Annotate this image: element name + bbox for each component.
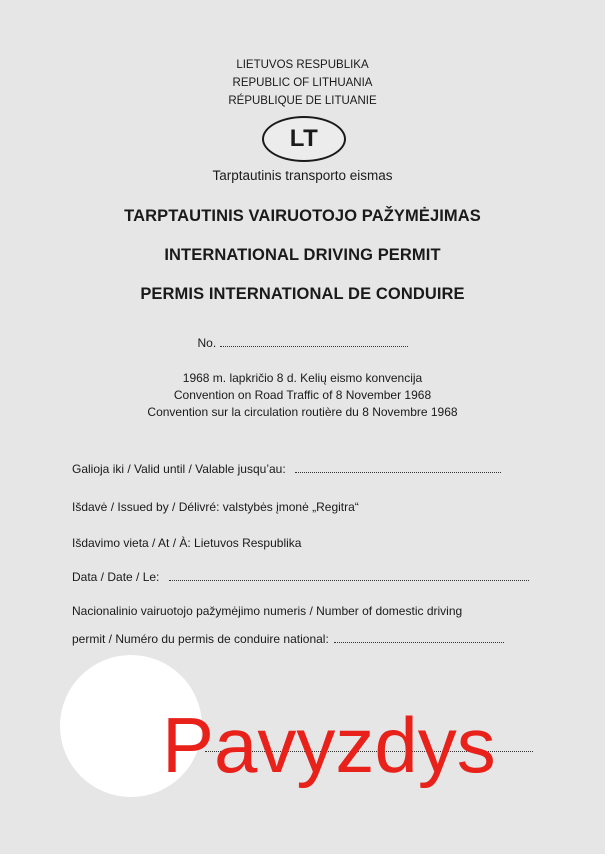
domestic-number-line1: Nacionalinio vairuotojo pažymėjimo numeris / Number of domestic driving: [72, 604, 463, 618]
country-name-fr: RÉPUBLIQUE DE LITUANIE: [228, 95, 377, 107]
issue-place-label: Išdavimo vieta / At / À: Lietuvos Respublika: [72, 536, 302, 550]
issued-by-row: [72, 500, 359, 514]
domestic-number-row: [72, 632, 504, 646]
domestic-number-label: permit / Numéro du permis de conduire national:: [72, 632, 329, 646]
country-name-lt: LIETUVOS RESPUBLIKA: [236, 59, 369, 71]
country-code: LT: [289, 125, 319, 152]
title-lt: TARPTAUTINIS VAIRUOTOJO PAŽYMĖJIMAS: [124, 207, 481, 225]
title-fr: PERMIS INTERNATIONAL DE CONDUIRE: [140, 285, 465, 303]
sample-watermark: Pavyzdys: [162, 701, 496, 789]
domestic-number-blank: [334, 632, 504, 643]
date-blank: [169, 570, 529, 581]
issue-place-row: [72, 536, 301, 550]
date-label: Data / Date / Le:: [72, 570, 160, 584]
permit-number-label: No.: [197, 336, 217, 350]
convention-en: Convention on Road Traffic of 8 November 1968: [173, 388, 432, 402]
title-en: INTERNATIONAL DRIVING PERMIT: [164, 246, 441, 264]
date-row: [72, 570, 529, 584]
permit-number-blank: [220, 336, 408, 347]
country-code-oval: [262, 116, 346, 162]
issued-by-label: Išdavė / Issued by / Délivré: valstybės įmonė „Regitra“: [72, 500, 359, 514]
valid-until-label: Galioja iki / Valid until / Valable jusqu’au:: [72, 462, 286, 476]
valid-until-blank: [295, 462, 501, 473]
valid-until-row: [72, 462, 501, 476]
country-name-en: REPUBLIC OF LITHUANIA: [232, 77, 373, 89]
convention-fr: Convention sur la circulation routière du 8 Novembre 1968: [147, 405, 458, 419]
convention-lt: 1968 m. lapkričio 8 d. Kelių eismo konvencija: [182, 371, 423, 385]
transport-subtitle: Tarptautinis transporto eismas: [212, 168, 393, 183]
permit-number-row: [0, 336, 605, 350]
